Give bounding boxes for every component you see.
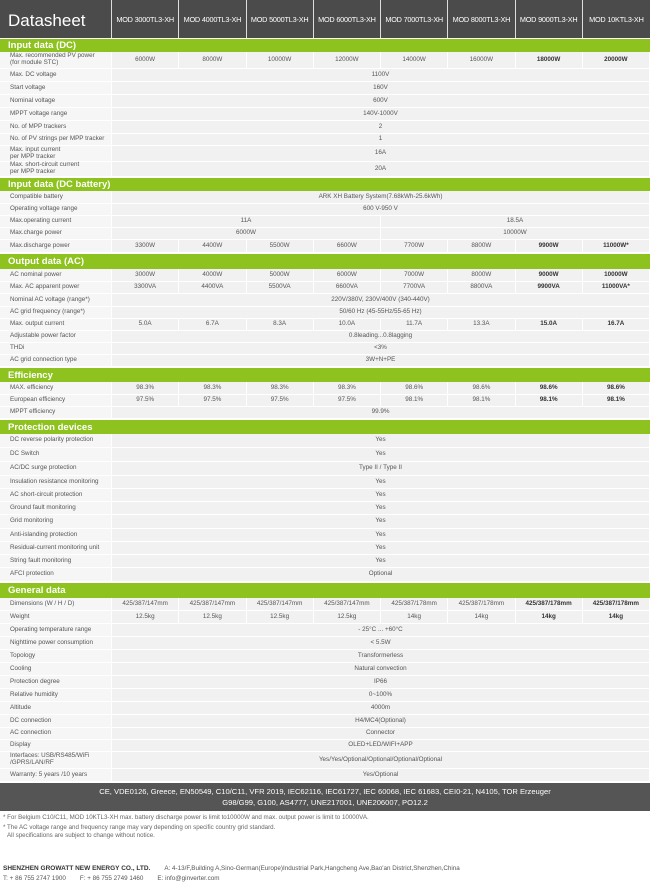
footnote: * For Belgium C10/C11, MOD 10KTL3-XH max. battery discharge power is limit to10000W and max. output power is limit to 10000VA. xyxy=(3,814,369,821)
spec-value: 3W+N+PE xyxy=(112,355,650,367)
spec-value: 98.1% xyxy=(516,395,583,407)
spec-table xyxy=(0,38,650,782)
spec-value: 5500W xyxy=(247,240,314,253)
spec-value: 12000W xyxy=(314,52,381,69)
spec-row xyxy=(0,134,650,146)
spec-value: 5500VA xyxy=(247,282,314,294)
spec-label: Compatible battery xyxy=(0,191,112,204)
spec-label: AC connection xyxy=(0,728,112,740)
spec-row xyxy=(0,542,650,555)
model-column-header: MOD 7000TL3-XH xyxy=(381,0,448,38)
spec-label: Protection degree xyxy=(0,676,112,689)
company-name: SHENZHEN GROWATT NEW ENERGY CO., LTD. xyxy=(3,865,151,872)
spec-label: Grid monitoring xyxy=(0,515,112,529)
spec-value: OLED+LED/WIFI+APP xyxy=(112,740,650,752)
spec-row xyxy=(0,752,650,769)
spec-value: 14kg xyxy=(516,611,583,624)
spec-value: 3000W xyxy=(112,269,179,282)
spec-value: Yes xyxy=(112,476,650,489)
spec-label: Max. input current per MPP tracker xyxy=(0,146,112,162)
spec-value: 160V xyxy=(112,82,650,95)
spec-label: Dimensions (W / H / D) xyxy=(0,598,112,611)
spec-label: Max. output current xyxy=(0,319,112,331)
spec-label: MPPT voltage range xyxy=(0,108,112,121)
spec-value: < 5.5W xyxy=(112,637,650,650)
spec-row xyxy=(0,395,650,407)
spec-value: 6600VA xyxy=(314,282,381,294)
spec-value: 1100V xyxy=(112,69,650,82)
section-header: Input data (DC) xyxy=(0,38,650,52)
spec-row xyxy=(0,555,650,568)
spec-label: Max. recommended PV power (for module STC) xyxy=(0,52,112,69)
spec-value: 5000W xyxy=(247,269,314,282)
spec-row xyxy=(0,407,650,419)
model-column-header: MOD 4000TL3-XH xyxy=(179,0,246,38)
spec-row xyxy=(0,82,650,95)
spec-label: Weight xyxy=(0,611,112,624)
section-header: Output data (AC) xyxy=(0,253,650,269)
spec-value: 11000VA* xyxy=(583,282,650,294)
spec-label: Anti-islanding protection xyxy=(0,529,112,542)
spec-value: 8800VA xyxy=(448,282,515,294)
spec-value: 11.7A xyxy=(381,319,448,331)
spec-value: 11A xyxy=(112,216,381,228)
spec-label: Nighttime power consumption xyxy=(0,637,112,650)
footnotes xyxy=(0,811,650,840)
spec-label: Max.charge power xyxy=(0,228,112,240)
spec-value: 12.5kg xyxy=(112,611,179,624)
spec-row xyxy=(0,515,650,529)
spec-label: AC grid frequency (range*) xyxy=(0,307,112,319)
spec-row xyxy=(0,611,650,624)
spec-value: Yes xyxy=(112,502,650,515)
spec-label: AC short-circuit protection xyxy=(0,489,112,502)
section-header: Input data (DC battery) xyxy=(0,177,650,191)
spec-label: Altitude xyxy=(0,702,112,715)
spec-value: 4000W xyxy=(179,269,246,282)
spec-label: Operating voltage range xyxy=(0,204,112,216)
spec-row xyxy=(0,476,650,489)
spec-value: 20A xyxy=(112,162,650,177)
spec-value: 600V xyxy=(112,95,650,108)
spec-row xyxy=(0,282,650,294)
spec-value: Yes xyxy=(112,555,650,568)
spec-label: Operating temperature range xyxy=(0,624,112,637)
spec-value: Type II / Type II xyxy=(112,462,650,476)
spec-value: 10.0A xyxy=(314,319,381,331)
spec-value: 2 xyxy=(112,121,650,134)
spec-label: Topology xyxy=(0,650,112,663)
spec-value: 98.1% xyxy=(583,395,650,407)
spec-row xyxy=(0,95,650,108)
spec-row xyxy=(0,728,650,740)
spec-row xyxy=(0,462,650,476)
spec-value: 3300W xyxy=(112,240,179,253)
spec-value: 6000W xyxy=(112,52,179,69)
spec-value: 8000W xyxy=(179,52,246,69)
spec-value: 6.7A xyxy=(179,319,246,331)
spec-row xyxy=(0,162,650,177)
spec-value: 425/387/147mm xyxy=(314,598,381,611)
spec-row xyxy=(0,355,650,367)
spec-value: Yes xyxy=(112,448,650,462)
spec-label: AC nominal power xyxy=(0,269,112,282)
datasheet-title: Datasheet xyxy=(0,0,112,38)
spec-label: MAX. efficiency xyxy=(0,382,112,395)
spec-value: 9000W xyxy=(516,269,583,282)
spec-label: Start voltage xyxy=(0,82,112,95)
spec-label: MPPT efficiency xyxy=(0,407,112,419)
certifications-bar xyxy=(0,783,650,811)
spec-label: Warranty: 5 years /10 years xyxy=(0,769,112,782)
spec-value: 140V-1000V xyxy=(112,108,650,121)
company-address: A: 4-13/F,Building A,Sino-German(Europe)Industrial Park,Hangcheng Ave,Bao'an District,Shenzhen,China xyxy=(164,865,460,872)
spec-value: 10000W xyxy=(583,269,650,282)
spec-row xyxy=(0,269,650,282)
spec-value: 98.1% xyxy=(448,395,515,407)
spec-value: Natural convection xyxy=(112,663,650,676)
spec-label: Insulation resistance monitoring xyxy=(0,476,112,489)
spec-label: Cooling xyxy=(0,663,112,676)
spec-label: Max. AC apparent power xyxy=(0,282,112,294)
footnote: * The AC voltage range and frequency range may vary depending on specific country grid standard. xyxy=(3,824,276,831)
model-column-header: MOD 9000TL3-XH xyxy=(516,0,583,38)
company-phone: T: + 86 755 2747 1900 xyxy=(3,875,66,882)
spec-value: 50/60 Hz (45-55Hz/55-65 Hz) xyxy=(112,307,650,319)
spec-label: Max.discharge power xyxy=(0,240,112,253)
spec-value: Yes xyxy=(112,529,650,542)
spec-row xyxy=(0,216,650,228)
spec-row xyxy=(0,307,650,319)
spec-label: Interfaces: USB/RS485/WiFi /GPRS/LAN/RF xyxy=(0,752,112,769)
spec-row xyxy=(0,434,650,448)
spec-label: Residual-current monitoring unit xyxy=(0,542,112,555)
spec-value: Yes/Yes/Optional/Optional/Optional/Optional xyxy=(112,752,650,769)
spec-value: 220V/380V, 230V/400V (340-440V) xyxy=(112,294,650,307)
spec-row xyxy=(0,108,650,121)
section-header: Protection devices xyxy=(0,419,650,434)
spec-row xyxy=(0,529,650,542)
spec-row xyxy=(0,240,650,253)
spec-value: 11000W* xyxy=(583,240,650,253)
spec-value: 98.1% xyxy=(381,395,448,407)
spec-value: 8.3A xyxy=(247,319,314,331)
spec-row xyxy=(0,624,650,637)
spec-row xyxy=(0,146,650,162)
spec-value: 425/387/147mm xyxy=(179,598,246,611)
spec-value: 4400VA xyxy=(179,282,246,294)
spec-value: 425/387/178mm xyxy=(583,598,650,611)
spec-row xyxy=(0,676,650,689)
spec-row xyxy=(0,448,650,462)
spec-label: DC reverse polarity protection xyxy=(0,434,112,448)
spec-value: 5.0A xyxy=(112,319,179,331)
spec-row xyxy=(0,568,650,582)
section-header: Efficiency xyxy=(0,367,650,382)
spec-value: Transformerless xyxy=(112,650,650,663)
spec-value: Optional xyxy=(112,568,650,582)
spec-value: Yes xyxy=(112,489,650,502)
spec-value: 425/387/178mm xyxy=(381,598,448,611)
spec-row xyxy=(0,121,650,134)
spec-value: 98.3% xyxy=(314,382,381,395)
certifications-line: G98/G99, G100, AS4777, UNE217001, UNE206007, PO12.2 xyxy=(222,798,428,807)
spec-label: Relative humidity xyxy=(0,689,112,702)
model-column-header: MOD 3000TL3-XH xyxy=(112,0,179,38)
spec-value: - 25°C ... +60°C xyxy=(112,624,650,637)
spec-label: AC grid connection type xyxy=(0,355,112,367)
company-footer xyxy=(3,864,474,884)
spec-row xyxy=(0,650,650,663)
spec-row xyxy=(0,382,650,395)
spec-row xyxy=(0,331,650,343)
company-email[interactable]: E: info@ginverter.com xyxy=(157,875,220,882)
spec-value: 15.0A xyxy=(516,319,583,331)
spec-value: 10000W xyxy=(247,52,314,69)
spec-value: Yes xyxy=(112,542,650,555)
spec-label: No. of MPP trackers xyxy=(0,121,112,134)
spec-value: 425/387/147mm xyxy=(247,598,314,611)
spec-value: 14kg xyxy=(381,611,448,624)
spec-value: 6000W xyxy=(112,228,381,240)
spec-value: 0~100% xyxy=(112,689,650,702)
spec-value: 16A xyxy=(112,146,650,162)
spec-value: ARK XH Battery System(7.68kWh-25.6kWh) xyxy=(112,191,650,204)
spec-value: 7700VA xyxy=(381,282,448,294)
model-column-header: MOD 10KTL3-XH xyxy=(589,14,644,24)
spec-value: IP66 xyxy=(112,676,650,689)
spec-row xyxy=(0,663,650,676)
spec-value: 13.3A xyxy=(448,319,515,331)
spec-row xyxy=(0,319,650,331)
spec-value: 10000W xyxy=(381,228,650,240)
spec-value: 98.3% xyxy=(247,382,314,395)
spec-value: 97.5% xyxy=(314,395,381,407)
spec-value: 20000W xyxy=(583,52,650,69)
spec-value: 7000W xyxy=(381,269,448,282)
spec-value: 98.3% xyxy=(112,382,179,395)
spec-row xyxy=(0,702,650,715)
spec-row xyxy=(0,502,650,515)
spec-row xyxy=(0,343,650,355)
spec-value: 97.5% xyxy=(179,395,246,407)
spec-label: DC Switch xyxy=(0,448,112,462)
spec-value: 7700W xyxy=(381,240,448,253)
spec-value: H4/MC4(Optional) xyxy=(112,715,650,728)
spec-value: 97.5% xyxy=(247,395,314,407)
spec-value: 98.6% xyxy=(448,382,515,395)
spec-row xyxy=(0,769,650,782)
spec-label: Nominal AC voltage (range*) xyxy=(0,294,112,307)
spec-value: 16000W xyxy=(448,52,515,69)
spec-value: 9900W xyxy=(516,240,583,253)
spec-row xyxy=(0,740,650,752)
spec-label: AC/DC surge protection xyxy=(0,462,112,476)
spec-value: 1 xyxy=(112,134,650,146)
footnote: All specifications are subject to change without notice. xyxy=(7,832,155,839)
spec-value: 6000W xyxy=(314,269,381,282)
spec-label: DC connection xyxy=(0,715,112,728)
model-column-header: MOD 8000TL3-XH xyxy=(448,0,515,38)
company-fax: F: + 86 755 2749 1460 xyxy=(79,875,144,882)
spec-value: 425/387/147mm xyxy=(112,598,179,611)
spec-value: 16.7A xyxy=(583,319,650,331)
certifications-line: CE, VDE0126, Greece, EN50549, C10/C11, VFR 2019, IEC62116, IEC61727, IEC 60068, IEC 61683, CEI0-21, N4105, TOR Erzeuger xyxy=(99,787,551,796)
spec-value: Connector xyxy=(112,728,650,740)
spec-value: Yes xyxy=(112,434,650,448)
spec-label: No. of PV strings per MPP tracker xyxy=(0,134,112,146)
spec-value: Yes xyxy=(112,515,650,529)
spec-value: 12.5kg xyxy=(247,611,314,624)
datasheet-header xyxy=(0,0,650,38)
spec-row xyxy=(0,489,650,502)
spec-value: Yes/Optional xyxy=(112,769,650,782)
spec-value: 4000m xyxy=(112,702,650,715)
model-column-header: MOD 6000TL3-XH xyxy=(314,0,381,38)
spec-label: Max. DC voltage xyxy=(0,69,112,82)
spec-value: 3300VA xyxy=(112,282,179,294)
spec-row xyxy=(0,52,650,69)
spec-label: Nominal voltage xyxy=(0,95,112,108)
spec-value: <3% xyxy=(112,343,650,355)
spec-value: 425/387/178mm xyxy=(516,598,583,611)
spec-row xyxy=(0,69,650,82)
spec-value: 425/387/178mm xyxy=(448,598,515,611)
spec-row xyxy=(0,204,650,216)
spec-label: European efficiency xyxy=(0,395,112,407)
spec-value: 8800W xyxy=(448,240,515,253)
spec-label: AFCI protection xyxy=(0,568,112,582)
spec-label: THDi xyxy=(0,343,112,355)
spec-value: 98.6% xyxy=(583,382,650,395)
spec-value: 9900VA xyxy=(516,282,583,294)
spec-value: 97.5% xyxy=(112,395,179,407)
spec-label: Adjustable power factor xyxy=(0,331,112,343)
spec-row xyxy=(0,191,650,204)
spec-label: Max.operating current xyxy=(0,216,112,228)
spec-row xyxy=(0,294,650,307)
spec-row xyxy=(0,598,650,611)
spec-value: 98.6% xyxy=(381,382,448,395)
spec-value: 6600W xyxy=(314,240,381,253)
spec-value: 12.5kg xyxy=(179,611,246,624)
spec-value: 600 V-950 V xyxy=(112,204,650,216)
spec-value: 18.5A xyxy=(381,216,650,228)
spec-label: String fault monitoring xyxy=(0,555,112,568)
model-column-header: MOD 5000TL3-XH xyxy=(247,0,314,38)
spec-label: Max. short-circuit current per MPP tracker xyxy=(0,162,112,177)
spec-value: 8000W xyxy=(448,269,515,282)
spec-value: 4400W xyxy=(179,240,246,253)
spec-value: 98.6% xyxy=(516,382,583,395)
spec-value: 18000W xyxy=(516,52,583,69)
spec-row xyxy=(0,689,650,702)
spec-value: 14000W xyxy=(381,52,448,69)
spec-value: 0.8leading...0.8lagging xyxy=(112,331,650,343)
spec-row xyxy=(0,228,650,240)
section-header: General data xyxy=(0,582,650,598)
spec-value: 12.5kg xyxy=(314,611,381,624)
spec-value: 14kg xyxy=(583,611,650,624)
spec-label: Ground fault monitoring xyxy=(0,502,112,515)
spec-value: 98.3% xyxy=(179,382,246,395)
spec-value: 14kg xyxy=(448,611,515,624)
spec-label: Display xyxy=(0,740,112,752)
spec-row xyxy=(0,715,650,728)
spec-row xyxy=(0,637,650,650)
spec-value: 99.9% xyxy=(112,407,650,419)
